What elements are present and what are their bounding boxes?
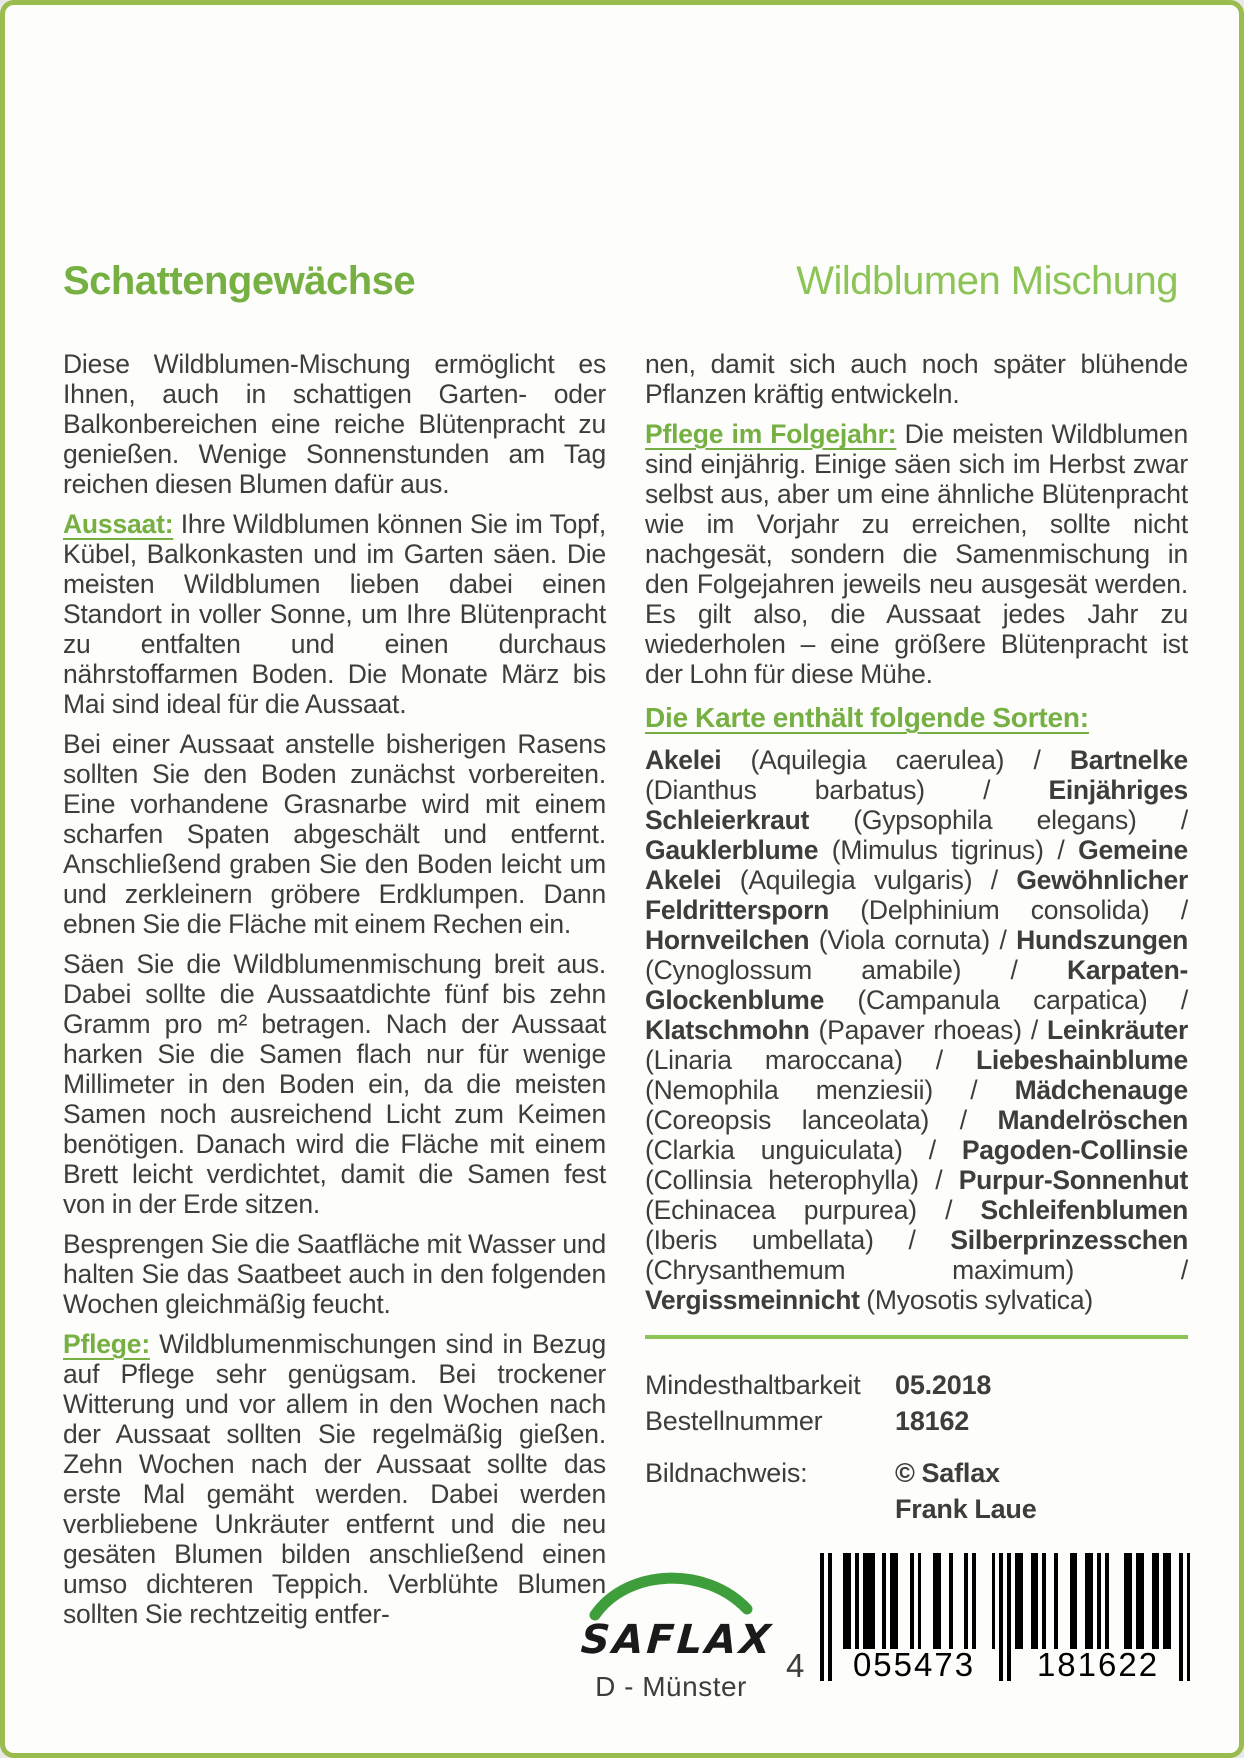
variety-name: Schleifenblumen (980, 1195, 1188, 1225)
info-label: Bestellnummer (645, 1406, 823, 1436)
section-heading: Aussaat: (63, 509, 174, 539)
varieties-list: Akelei (Aquilegia caerulea) / Bartnelke (Dianthus barbatus) / Einjähriges Schleierkraut (Gypsophila elegans) / Gauklerblume (Mimulus tigrinus) / Gemeine Akelei (Aquilegia vulgaris) / Gewöhnlicher Feldrittersporn (Delphinium consolida) / Hornveilchen (Viola cornuta) / Hundszungen (Cynoglossum amabile) / Karpaten-Glockenblume (Campanula carpatica) / Klatschmohn (Papaver rhoeas) / Leinkräuter (Linaria maroccana) / Liebeshainblume (Nemophila menziesii) / Mädchenauge (Coreopsis lanceolata) / Mandelröschen (Clarkia unguiculata) / Pagoden-Collinsie (Collinsia heterophylla) / Purpur-Sonnenhut (Echinacea purpurea) / Schleifenblumen (Iberis umbellata) / Silberprinzesschen (Chrysanthemum maximum) / Vergissmeinnicht (Myosotis sylvatica) (645, 745, 1189, 1315)
variety-name: Leinkräuter (1046, 1015, 1188, 1045)
left-column (63, 349, 606, 1639)
barcode-bar (1031, 1553, 1039, 1649)
barcode-bar (1015, 1553, 1023, 1649)
barcode-bar (910, 1553, 914, 1649)
credit-lines (895, 1455, 1037, 1527)
variety-name: Mandelröschen (997, 1105, 1188, 1135)
saflax-logo (579, 1557, 775, 1703)
barcode-digits-right: 181622 (1036, 1646, 1160, 1683)
info-value: 05.2018 (895, 1370, 992, 1400)
variety-name: Einjähriges Schleierkraut (645, 775, 1188, 835)
barcode-bar (992, 1553, 996, 1649)
barcode-bar (1124, 1553, 1132, 1649)
barcode-bar (972, 1553, 976, 1649)
divider-rule (645, 1335, 1188, 1339)
barcode-bar (964, 1553, 968, 1649)
logo-wordmark: SAFLAX (579, 1617, 775, 1663)
info-row (645, 1367, 1188, 1403)
variety-name: Akelei (645, 745, 722, 775)
variety-name: Karpaten-Glockenblume (645, 955, 1188, 1015)
logo-location: D - Münster (595, 1671, 747, 1702)
section-paragraph: Pflege im Folgejahr: Die meisten Wildblumen sind einjährig. Einige säen sich im Herbst zwar selbst aus, aber um eine ähnliche Blütenpracht wie im Vorjahr zu erreichen, sollte nicht nachgesät, sondern die Samenmischung in den Folgejahren jeweils neu ausgesät werden. Es gilt also, die Aussaat jedes Jahr zu wiederholen – eine größere Blütenpracht ist der Lohn für diese Mühe. (645, 419, 1188, 689)
variety-name: Silberprinzesschen (950, 1225, 1188, 1255)
header (63, 257, 1178, 305)
section-heading: Pflege im Folgejahr: (645, 419, 897, 449)
ean-barcode (786, 1553, 1192, 1685)
barcode-bar (843, 1553, 851, 1649)
barcode-bar (820, 1553, 824, 1681)
barcode-bar (1179, 1553, 1183, 1681)
barcode-bar (933, 1553, 941, 1649)
barcode-bar (1054, 1553, 1058, 1649)
paragraph: Säen Sie die Wildblumenmischung breit aus. Dabei sollte die Aussaatdichte fünf bis zehn Gramm pro m² betragen. Nach der Aussaat harken Sie die Samen flach nur für wenige Millimeter in den Boden ein, da die meisten Samen noch ausreichend Licht zum Keimen benötigen. Danach wird die Fläche mit einem Brett leicht verdichtet, damit die Samen fest von in der Erde sitzen. (63, 949, 606, 1219)
section-paragraph: Pflege: Wildblumenmischungen sind in Bezug auf Pflege sehr genügsam. Bei trockener Witterung und vor allem in den Wochen nach der Aussaat sollten Sie regelmäßig gießen. Zehn Wochen nach der Aussaat sollte das erste Mal gemäht werden. Dabei werden verbliebene Unkräuter entfernt und die neu gesäten Blumen bilden anschließend einen umso dichteren Teppich. Verblühte Blumen sollten Sie rechtzeitig entfer- (63, 1329, 606, 1629)
variety-name: Gemeine Akelei (645, 835, 1188, 895)
barcode-bar (1097, 1553, 1101, 1649)
variety-name: Gewöhnlicher Feldrittersporn (645, 865, 1188, 925)
credit-line: Frank Laue (895, 1494, 1037, 1524)
barcode-bar (1042, 1553, 1046, 1649)
barcode-bar (1070, 1553, 1078, 1649)
barcode-bar (918, 1553, 922, 1649)
info-value: 18162 (895, 1406, 970, 1436)
barcode-bar (1105, 1553, 1109, 1649)
product-subtitle: Wildblumen Mischung (796, 259, 1178, 303)
paragraph: Bei einer Aussaat anstelle bisherigen Rasens sollten Sie den Boden zunächst vorbereiten. Eine vorhandene Grasnarbe wird mit einem scharfen Spaten abgeschält und entfernt. Anschließend graben Sie den Boden leicht um und zerkleinern gröbere Erdklumpen. Dann ebnen Sie die Fläche mit einem Rechen ein. (63, 729, 606, 939)
variety-name: Vergissmeinnicht (645, 1285, 860, 1315)
paragraph: nen, damit sich auch noch später blühende Pflanzen kräftig entwickeln. (645, 349, 1188, 409)
barcode-bar (1085, 1553, 1093, 1649)
info-table (645, 1367, 1188, 1527)
barcode-bar (1187, 1553, 1191, 1681)
paragraph: Besprengen Sie die Saatfläche mit Wasser und halten Sie das Saatbeet auch in den folgenden Wochen gleichmäßig feucht. (63, 1229, 606, 1319)
variety-name: Bartnelke (1069, 745, 1188, 775)
paragraph: Diese Wildblumen-Mischung ermöglicht es Ihnen, auch in schattigen Garten- oder Balkonbereichen eine reiche Blütenpracht zu genießen. Wenige Sonnenstunden am Tag reichen diesen Blumen dafür aus. (63, 349, 606, 499)
barcode-bar (863, 1553, 875, 1649)
variety-name: Pagoden-Collinsie (961, 1135, 1188, 1165)
section-paragraph: Aussaat: Ihre Wildblumen können Sie im Topf, Kübel, Balkonkasten und im Garten säen. Die meisten Wildblumen lieben dabei einen Standort in voller Sonne, um Ihre Blütenpracht zu entfalten und einen durchaus nährstoffarmen Boden. Die Monate März bis Mai sind ideal für die Aussaat. (63, 509, 606, 719)
credit-row (645, 1455, 1188, 1527)
right-column (645, 349, 1188, 1639)
logo-arc-icon (587, 1557, 755, 1623)
barcode-bar (1007, 1553, 1011, 1681)
barcode-bar (1163, 1553, 1171, 1649)
barcode-digit-first: 4 (786, 1647, 805, 1684)
section-heading: Pflege: (63, 1329, 150, 1359)
info-rows (645, 1367, 1188, 1439)
barcode-digits-left: 055473 (852, 1646, 976, 1683)
barcode-bar (828, 1553, 832, 1681)
barcode-bar (1136, 1553, 1144, 1649)
barcode-bar (855, 1553, 859, 1649)
barcode-bar (949, 1553, 953, 1649)
barcode-bar (1152, 1553, 1160, 1649)
barcode-bar (999, 1553, 1003, 1681)
variety-name: Klatschmohn (645, 1015, 810, 1045)
barcode-bar (882, 1553, 886, 1649)
variety-name: Hornveilchen (645, 925, 810, 955)
page-title: Schattengewächse (63, 259, 416, 303)
info-row (645, 1403, 1188, 1439)
credit-line: © Saflax (895, 1458, 1000, 1488)
barcode-bar (890, 1553, 898, 1649)
variety-name: Hundszungen (1016, 925, 1188, 955)
credit-label: Bildnachweis: (645, 1458, 808, 1488)
variety-name: Liebeshainblume (976, 1045, 1188, 1075)
varieties-heading: Die Karte enthält folgende Sorten: (645, 702, 1089, 733)
info-label: Mindesthaltbarkeit (645, 1370, 861, 1400)
text-columns (63, 349, 1239, 1639)
variety-name: Purpur-Sonnenhut (958, 1165, 1188, 1195)
variety-name: Mädchenauge (1014, 1075, 1188, 1105)
variety-name: Gauklerblume (645, 835, 819, 865)
